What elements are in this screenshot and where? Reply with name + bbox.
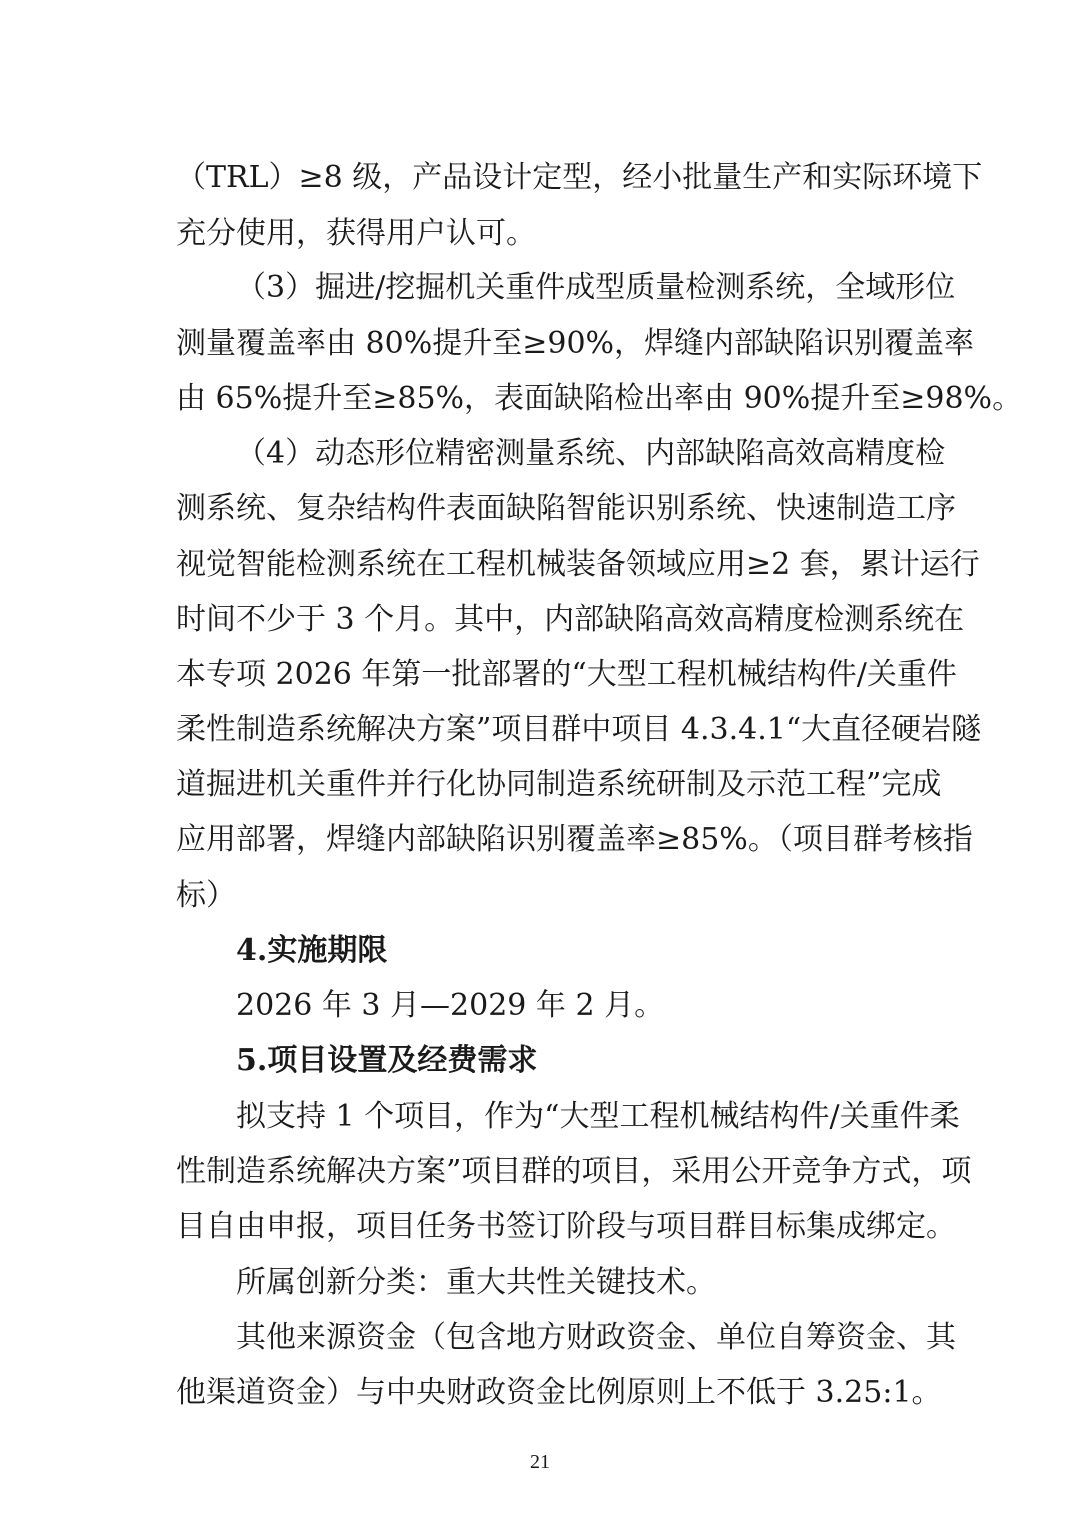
body-text-line: 视觉智能检测系统在工程机械装备领域应用≥2 套，累计运行 xyxy=(176,547,980,582)
body-text-line: 道掘进机关重件并行化协同制造系统研制及示范工程”完成 xyxy=(176,767,942,802)
body-text-line: 拟支持 1 个项目，作为“大型工程机械结构件/关重件柔 xyxy=(236,1099,960,1134)
body-text-line: 测系统、复杂结构件表面缺陷智能识别系统、快速制造工序 xyxy=(176,491,956,526)
body-text-line: 时间不少于 3 个月。其中，内部缺陷高效高精度检测系统在 xyxy=(176,602,965,637)
section-heading: 4.实施期限 xyxy=(236,933,388,968)
body-text-line: 所属创新分类：重大共性关键技术。 xyxy=(236,1265,716,1300)
body-text-line: 应用部署，焊缝内部缺陷识别覆盖率≥85%。（项目群考核指 xyxy=(176,822,973,857)
body-text-line: 2026 年 3 月—2029 年 2 月。 xyxy=(236,988,665,1023)
body-text-line: （TRL）≥8 级，产品设计定型，经小批量生产和实际环境下 xyxy=(176,160,983,195)
body-text-line: 他渠道资金）与中央财政资金比例原则上不低于 3.25:1。 xyxy=(176,1375,942,1410)
section-heading: 5.项目设置及经费需求 xyxy=(236,1043,538,1078)
body-text-line: 标） xyxy=(176,878,236,913)
body-text-line: （4）动态形位精密测量系统、内部缺陷高效高精度检 xyxy=(236,436,946,471)
body-text-line: （3）掘进/挖掘机关重件成型质量检测系统，全域形位 xyxy=(236,270,956,305)
body-text-line: 柔性制造系统解决方案”项目群中项目 4.3.4.1“大直径硬岩隧 xyxy=(176,712,982,747)
body-text-line: 本专项 2026 年第一批部署的“大型工程机械结构件/关重件 xyxy=(176,657,957,692)
body-text-line: 测量覆盖率由 80%提升至≥90%，焊缝内部缺陷识别覆盖率 xyxy=(176,326,975,361)
body-text-line: 目自由申报，项目任务书签订阶段与项目群目标集成绑定。 xyxy=(176,1209,956,1244)
body-text-line: 由 65%提升至≥85%，表面缺陷检出率由 90%提升至≥98%。 xyxy=(176,381,1023,416)
body-text-line: 其他来源资金（包含地方财政资金、单位自筹资金、其 xyxy=(236,1320,956,1355)
body-text-line: 充分使用，获得用户认可。 xyxy=(176,216,536,251)
body-text-line: 性制造系统解决方案”项目群的项目，采用公开竞争方式，项 xyxy=(176,1154,972,1189)
page-number: 21 xyxy=(530,1451,550,1473)
